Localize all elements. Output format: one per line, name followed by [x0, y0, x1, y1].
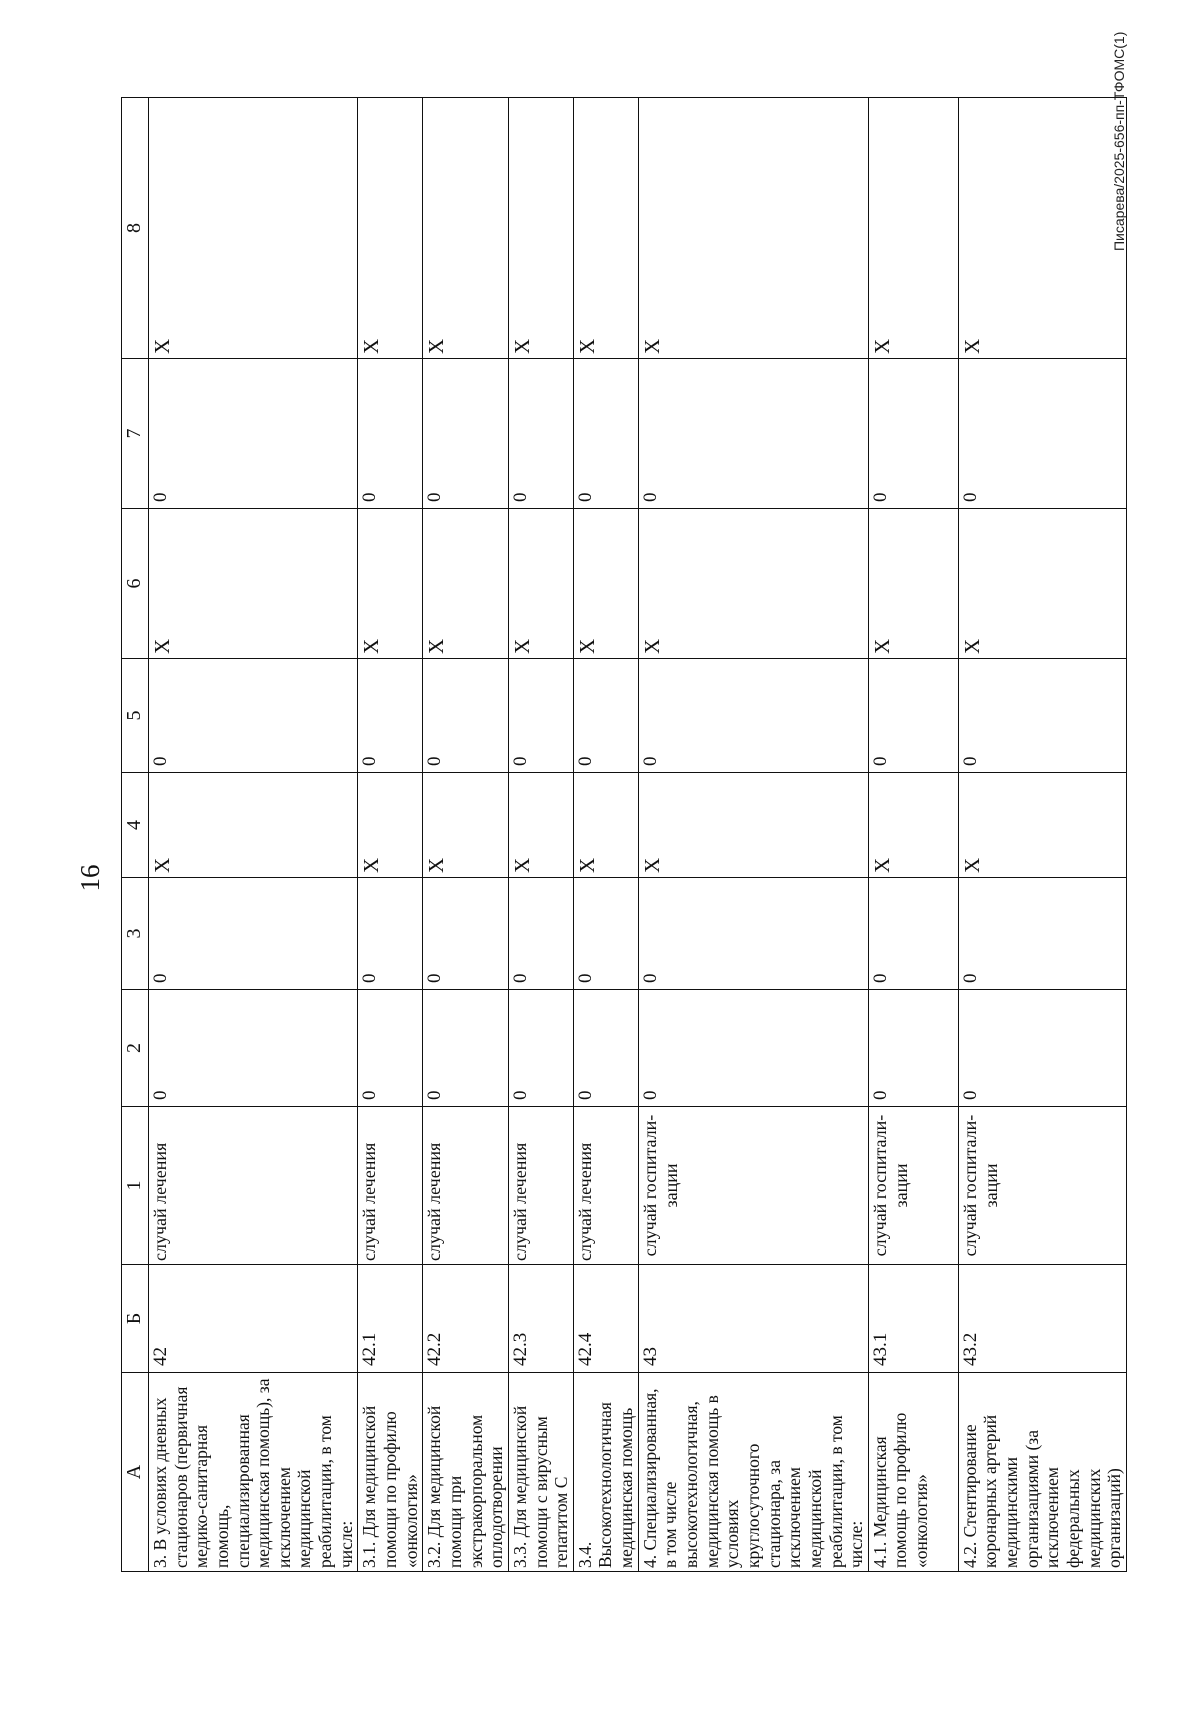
cell-col8: X [508, 98, 573, 359]
header-cell: 8 [122, 98, 149, 359]
cell-col6: X [358, 509, 423, 659]
cell-col3: 0 [508, 878, 573, 990]
row-code: 42 [149, 1265, 358, 1373]
cell-col7: 0 [149, 359, 358, 509]
cell-col3: 0 [358, 878, 423, 990]
cell-col8: X [423, 98, 509, 359]
table-row [573, 98, 638, 1572]
cell-col8: X [573, 98, 638, 359]
cell-col8: X [868, 98, 958, 359]
cell-col6: X [423, 509, 509, 659]
row-unit: случай лечения [358, 1107, 423, 1265]
row-name: 4. Специализированная, в том числе высокотехнологичная, медицинская помощь в условиях круглосуточного стационара, за исключением медицинской реабилитации, в том числе: [638, 1373, 868, 1572]
cell-col7: 0 [638, 359, 868, 509]
footer-document-id: Писарева/2025-656-пп-ТФОМС(1) [1111, 31, 1127, 251]
cell-col3: 0 [958, 878, 1126, 990]
table-row [358, 98, 423, 1572]
header-cell: Б [122, 1265, 149, 1373]
row-name: 3.2. Для медицинской помощи при экстракорпоральном оплодотворении [423, 1373, 509, 1572]
cell-col5: 0 [149, 659, 358, 773]
table-row [638, 98, 868, 1572]
page-number: 16 [75, 864, 105, 892]
row-code: 43.1 [868, 1265, 958, 1373]
cell-col6: X [868, 509, 958, 659]
header-cell: 4 [122, 773, 149, 878]
cell-col4: X [868, 773, 958, 878]
row-name: 3.3. Для медицинской помощи с вирусным гепатитом С [508, 1373, 573, 1572]
row-code: 42.2 [423, 1265, 509, 1373]
row-code: 42.4 [573, 1265, 638, 1373]
cell-col8: X [958, 98, 1126, 359]
row-unit: случай госпитали- зации [958, 1107, 1126, 1265]
row-unit: случай госпитали- зации [638, 1107, 868, 1265]
cell-col3: 0 [638, 878, 868, 990]
cell-col2: 0 [358, 990, 423, 1107]
cell-col4: X [358, 773, 423, 878]
cell-col7: 0 [868, 359, 958, 509]
row-code: 43.2 [958, 1265, 1126, 1373]
row-name: 3.4. Высокотехнологичная медицинская помощь [573, 1373, 638, 1572]
cell-col4: X [638, 773, 868, 878]
cell-col5: 0 [423, 659, 509, 773]
row-unit: случай лечения [573, 1107, 638, 1265]
cell-col7: 0 [573, 359, 638, 509]
cell-col4: X [573, 773, 638, 878]
row-code: 42.1 [358, 1265, 423, 1373]
header-row [122, 98, 149, 1572]
cell-col4: X [149, 773, 358, 878]
cell-col3: 0 [868, 878, 958, 990]
cell-col4: X [958, 773, 1126, 878]
header-cell: 1 [122, 1107, 149, 1265]
cell-col2: 0 [868, 990, 958, 1107]
cell-col2: 0 [508, 990, 573, 1107]
cell-col5: 0 [868, 659, 958, 773]
cell-col5: 0 [508, 659, 573, 773]
cell-col4: X [423, 773, 509, 878]
cell-col6: X [149, 509, 358, 659]
cell-col4: X [508, 773, 573, 878]
cell-col2: 0 [423, 990, 509, 1107]
cell-col8: X [149, 98, 358, 359]
cell-col7: 0 [958, 359, 1126, 509]
data-table [121, 97, 1127, 1572]
cell-col2: 0 [638, 990, 868, 1107]
header-cell: 5 [122, 659, 149, 773]
cell-col3: 0 [149, 878, 358, 990]
table-row [958, 98, 1126, 1572]
cell-col6: X [573, 509, 638, 659]
cell-col3: 0 [573, 878, 638, 990]
cell-col5: 0 [958, 659, 1126, 773]
table-row [868, 98, 958, 1572]
row-name: 3.1. Для медицинской помощи по профилю «онкология» [358, 1373, 423, 1572]
table-row [508, 98, 573, 1572]
cell-col7: 0 [423, 359, 509, 509]
cell-col3: 0 [423, 878, 509, 990]
header-cell: 6 [122, 509, 149, 659]
row-name: 4.1. Медицинская помощь по профилю «онкология» [868, 1373, 958, 1572]
header-cell: 3 [122, 878, 149, 990]
cell-col5: 0 [573, 659, 638, 773]
cell-col6: X [508, 509, 573, 659]
cell-col5: 0 [358, 659, 423, 773]
row-unit: случай лечения [508, 1107, 573, 1265]
row-name: 4.2. Стентирование коронарных артерий медицинскими организациями (за исключением федеральных медицинских организаций) [958, 1373, 1126, 1572]
header-cell: 7 [122, 359, 149, 509]
cell-col6: X [638, 509, 868, 659]
cell-col8: X [358, 98, 423, 359]
table-row [423, 98, 509, 1572]
row-unit: случай лечения [423, 1107, 509, 1265]
cell-col7: 0 [508, 359, 573, 509]
table-row [149, 98, 358, 1572]
row-code: 42.3 [508, 1265, 573, 1373]
cell-col7: 0 [358, 359, 423, 509]
row-unit: случай лечения [149, 1107, 358, 1265]
header-cell: 2 [122, 990, 149, 1107]
row-code: 43 [638, 1265, 868, 1373]
header-cell: А [122, 1373, 149, 1572]
cell-col5: 0 [638, 659, 868, 773]
row-name: 3. В условиях дневных стационаров (первичная медико-санитарная помощь, специализированная медицинская помощь), за исключением медицинской реабилитации, в том числе: [149, 1373, 358, 1572]
cell-col6: X [958, 509, 1126, 659]
cell-col2: 0 [958, 990, 1126, 1107]
cell-col2: 0 [149, 990, 358, 1107]
cell-col8: X [638, 98, 868, 359]
row-unit: случай госпитали- зации [868, 1107, 958, 1265]
cell-col2: 0 [573, 990, 638, 1107]
